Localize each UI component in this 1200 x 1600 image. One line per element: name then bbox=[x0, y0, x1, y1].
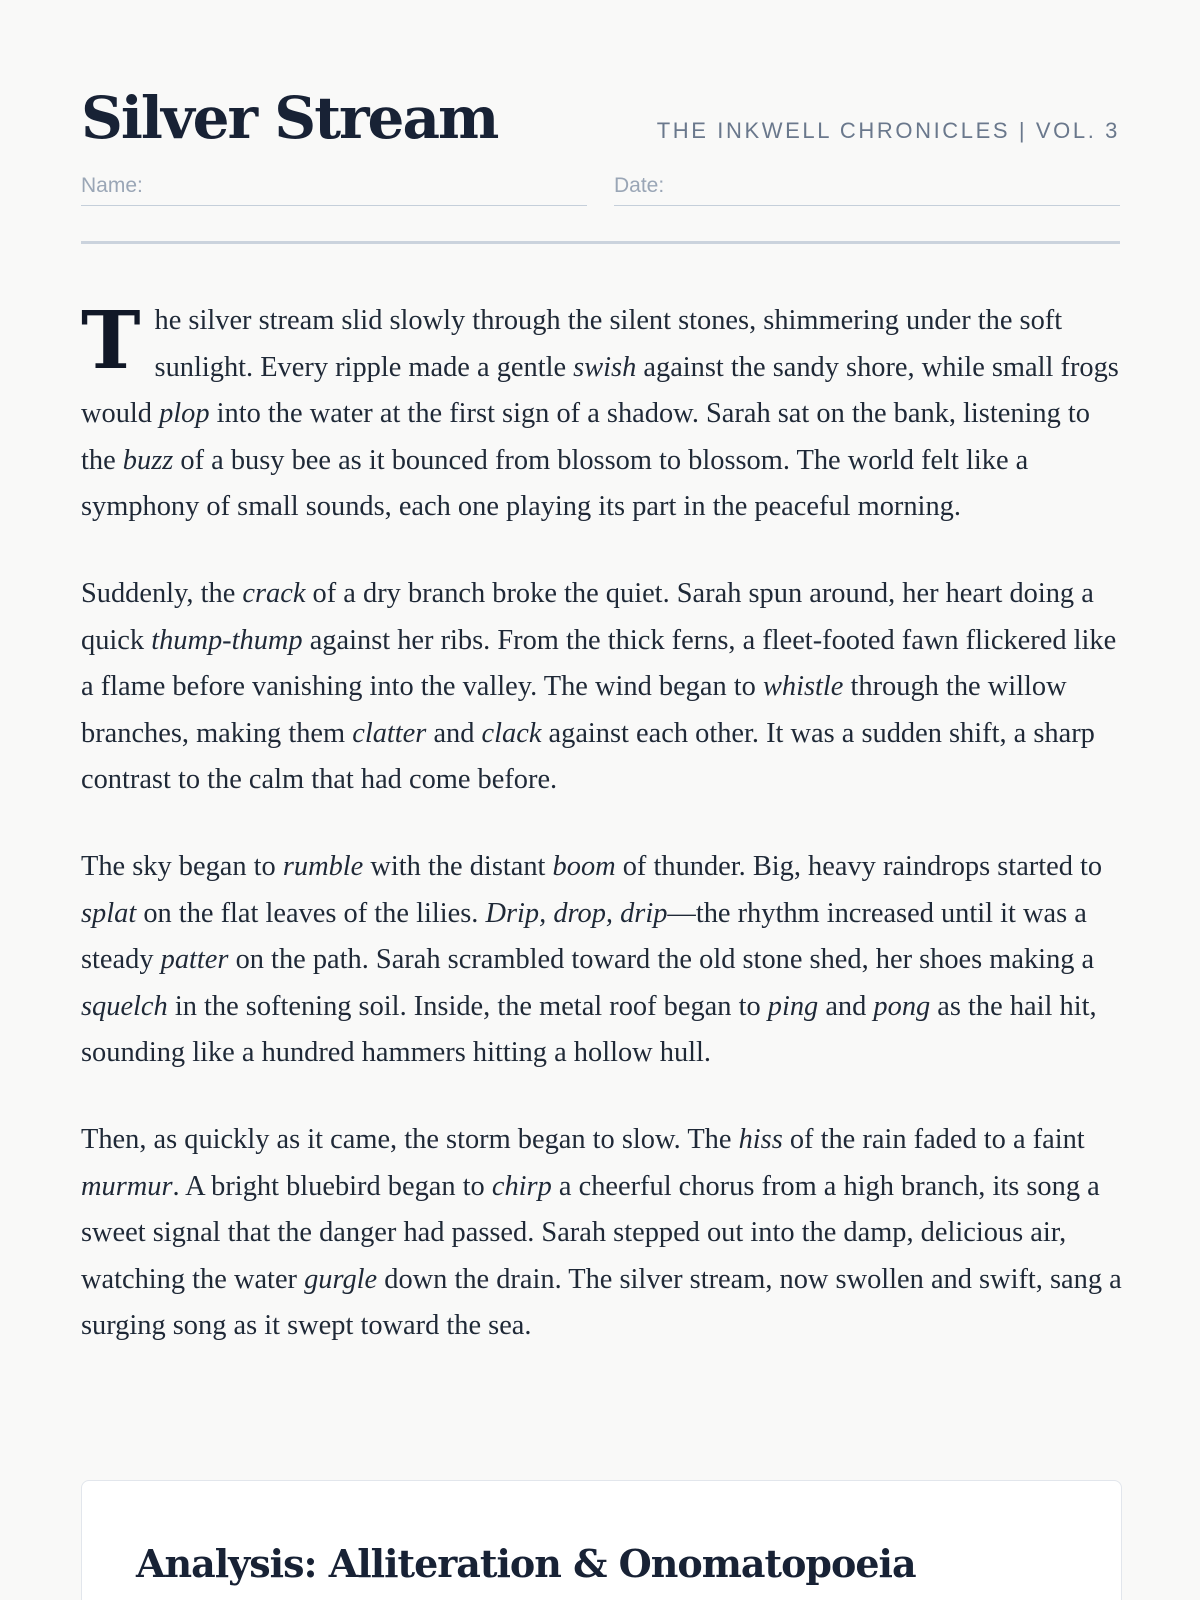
analysis-title: Analysis: Alliteration & Onomatopoeia bbox=[136, 1541, 916, 1586]
sound-word: hiss bbox=[738, 1123, 783, 1155]
analysis-card bbox=[81, 1480, 1122, 1600]
paragraph-content bbox=[81, 851, 1102, 1068]
student-fields bbox=[81, 171, 1120, 206]
paragraph-content bbox=[81, 1124, 1122, 1341]
text-run: a cheerful chorus from a high branch, its song a sweet signal that the danger had passed. Sarah stepped out into the damp, delicious air, watching the water bbox=[81, 1170, 1100, 1295]
story-paragraph bbox=[81, 844, 1126, 1077]
story-paragraph bbox=[81, 1117, 1126, 1350]
text-run: and bbox=[818, 990, 874, 1022]
sound-word: murmur bbox=[81, 1170, 173, 1202]
sound-word: pong bbox=[873, 990, 931, 1022]
text-run: on the flat leaves of the lilies. bbox=[136, 897, 486, 929]
series-label: THE INKWELL CHRONICLES | VOL. 3 bbox=[656, 118, 1120, 143]
text-run: The sky began to bbox=[81, 850, 283, 882]
story-paragraph bbox=[81, 293, 1126, 531]
sound-word: crack bbox=[242, 577, 306, 609]
text-run: he silver stream slid slowly through the silent stones, shimmering under the soft sunlight. Every ripple made a gentle bbox=[154, 305, 1063, 383]
header-divider bbox=[81, 241, 1120, 244]
sound-word: thump-thump bbox=[151, 624, 303, 656]
text-run: of thunder. Big, heavy raindrops started to bbox=[615, 850, 1103, 882]
sound-word: patter bbox=[160, 944, 229, 976]
name-label: Name: bbox=[81, 174, 143, 197]
story-paragraph bbox=[81, 571, 1126, 804]
text-run: and bbox=[426, 717, 482, 749]
sound-word: plop bbox=[159, 398, 210, 430]
story-text bbox=[81, 293, 1126, 1390]
text-run: on the path. Sarah scrambled toward the old stone shed, her shoes making a bbox=[228, 944, 1095, 976]
text-run: with the distant bbox=[363, 850, 553, 882]
worksheet-header bbox=[81, 78, 1120, 206]
sound-word: squelch bbox=[81, 990, 168, 1022]
text-run: of the rain faded to a faint bbox=[782, 1123, 1085, 1155]
text-run: against each other. It was a sudden shift, a sharp contrast to the calm that had come before. bbox=[81, 717, 1095, 796]
sound-word: ping bbox=[767, 990, 819, 1022]
date-label: Date: bbox=[614, 174, 665, 197]
text-run: Suddenly, the bbox=[81, 577, 243, 609]
text-run: down the drain. The silver stream, now swollen and swift, sang a surging song as it swept toward the sea. bbox=[81, 1263, 1122, 1342]
text-run: —the rhythm increased until it was a steady bbox=[81, 897, 1087, 976]
text-run: of a dry branch broke the quiet. Sarah spun around, her heart doing a quick bbox=[81, 577, 1094, 656]
sound-word: whistle bbox=[762, 671, 844, 703]
title-row bbox=[81, 78, 1120, 158]
text-run: as the hail hit, sounding like a hundred hammers hitting a hollow hull. bbox=[81, 990, 1097, 1069]
sound-word: clatter bbox=[352, 717, 427, 749]
paragraph-content bbox=[81, 293, 1119, 523]
sound-word: boom bbox=[552, 850, 616, 882]
drop-cap: T bbox=[81, 293, 141, 387]
text-run: into the water at the first sign of a shadow. Sarah sat on the bank, listening to the bbox=[81, 398, 1091, 476]
sound-word: swish bbox=[573, 351, 637, 383]
page-title: Silver Stream bbox=[81, 84, 498, 152]
date-field[interactable] bbox=[614, 171, 1120, 206]
sound-word: gurgle bbox=[304, 1263, 378, 1295]
text-run: of a busy bee as it bounced from blossom to blossom. The world felt like a symphony of small sounds, each one playing its part in the peaceful morning. bbox=[81, 444, 1029, 523]
text-run: against her ribs. From the thick ferns, a fleet-footed fawn flickered like a flame before vanishing into the valley. The wind began to bbox=[81, 624, 1117, 703]
sound-word: Drip, drop, drip bbox=[485, 897, 668, 929]
sound-word: splat bbox=[81, 897, 137, 929]
sound-word: chirp bbox=[491, 1170, 552, 1202]
sound-word: rumble bbox=[282, 850, 364, 882]
sound-word: clack bbox=[481, 717, 542, 749]
text-run: . A bright bluebird began to bbox=[172, 1170, 492, 1202]
name-field[interactable] bbox=[81, 171, 587, 206]
text-run: in the softening soil. Inside, the metal roof began to bbox=[167, 990, 768, 1022]
sound-word: buzz bbox=[122, 444, 174, 476]
text-run: through the willow branches, making them bbox=[81, 671, 1067, 749]
text-run: Then, as quickly as it came, the storm began to slow. The bbox=[81, 1123, 739, 1155]
paragraph-content bbox=[81, 578, 1116, 795]
text-run: against the sandy shore, while small frogs would bbox=[81, 351, 1119, 430]
